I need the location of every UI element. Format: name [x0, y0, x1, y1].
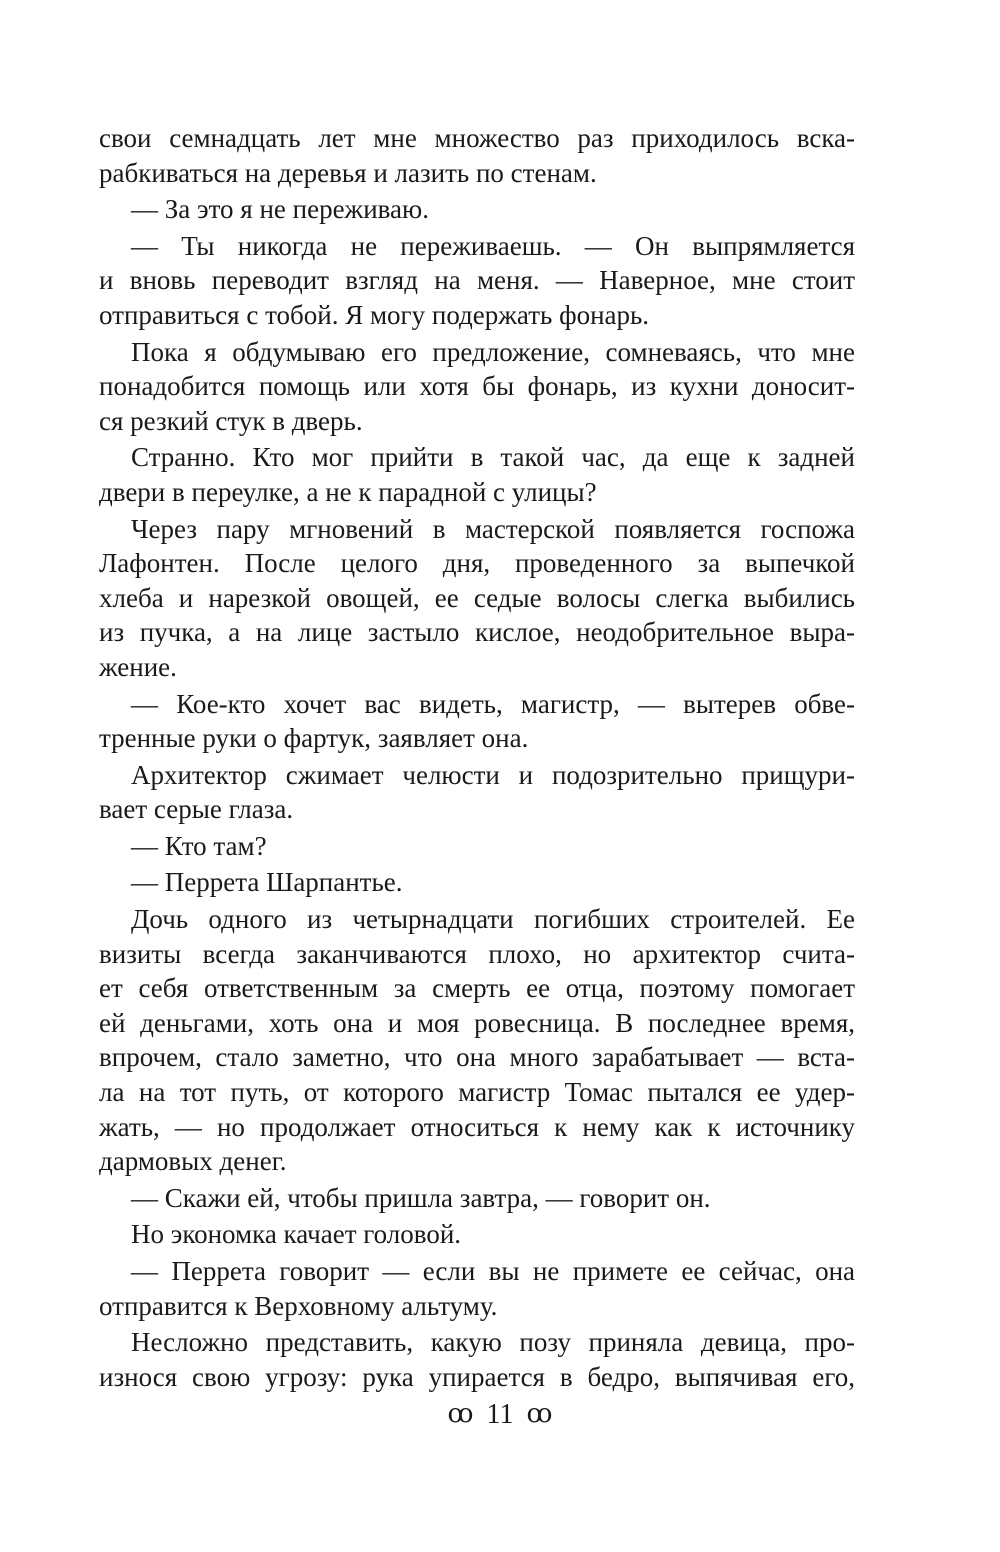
- text-line: двери в переулке, а не к парадной с улицы?: [99, 476, 597, 507]
- text-line: отправится к Верховному альтуму.: [99, 1290, 498, 1321]
- text-line: вает серые глаза.: [99, 794, 294, 825]
- text-line: — Перрета Шарпантье.: [131, 867, 403, 898]
- text-line: рабкиваться на деревья и лазить по стенам.: [99, 157, 597, 188]
- text-line: жать, — но продолжает относиться к нему как к источнику: [99, 1111, 855, 1142]
- text-line: Но экономка качает головой.: [131, 1219, 462, 1250]
- text-line: — За это я не переживаю.: [131, 194, 429, 225]
- text-line: — Перрета говорит — если вы не примете ее сейчас, она: [131, 1256, 855, 1286]
- text-line: хлеба и нарезкой овощей, ее седые волосы слегка выбились: [99, 582, 855, 613]
- text-line: ей деньгами, хоть она и моя ровесница. В последнее время,: [99, 1007, 855, 1038]
- text-line: жение.: [99, 651, 177, 682]
- text-line: — Кто там?: [131, 830, 267, 861]
- ornament-left-icon: ꝏ: [447, 1399, 474, 1428]
- text-line: тренные руки о фартук, заявляет она.: [99, 723, 529, 754]
- text-line: Дочь одного из четырнадцати погибших строителей. Ее: [131, 904, 855, 935]
- page-number: 11: [486, 1399, 514, 1430]
- text-line: из пучка, а на лице застыло кислое, неодобрительное выра-: [99, 617, 855, 648]
- text-line: дармовых денег.: [99, 1146, 287, 1177]
- page-number-folio: [0, 1394, 1000, 1435]
- text-line: визиты всегда заканчиваются плохо, но архитектор счита-: [99, 938, 855, 969]
- text-line: — Кое-кто хочет вас видеть, магистр, — вытерев обве-: [131, 688, 855, 719]
- text-line: Несложно представить, какую позу приняла девица, про-: [131, 1327, 855, 1358]
- text-line: и вновь переводит взгляд на меня. — Наверное, мне стоит: [99, 265, 855, 296]
- text-line: Архитектор сжимает челюсти и подозрительно прищури-: [131, 759, 855, 790]
- text-line: ся резкий стук в дверь.: [99, 405, 363, 436]
- text-line: — Ты никогда не переживаешь. — Он выпрямляется: [131, 230, 855, 261]
- text-line: отправиться с тобой. Я могу подержать фонарь.: [99, 299, 650, 330]
- ornament-right-icon: ꝏ: [526, 1399, 553, 1428]
- body-text: [99, 121, 855, 1394]
- text-line: ет себя ответственным за смерть ее отца, поэтому помогает: [99, 973, 855, 1004]
- text-line: — Скажи ей, чтобы пришла завтра, — говорит он.: [131, 1182, 711, 1213]
- text-line: ла на тот путь, от которого магистр Томас пытался ее удер-: [99, 1077, 855, 1108]
- text-line: износя свою угрозу: рука упирается в бедро, выпячивая его,: [99, 1361, 855, 1392]
- text-line: понадобится помощь или хотя бы фонарь, из кухни доносит-: [99, 371, 855, 402]
- text-line: Лафонтен. После целого дня, проведенного за выпечкой: [99, 548, 855, 579]
- text-line: свои семнадцать лет мне множество раз приходилось вска-: [99, 123, 855, 153]
- text-line: Пока я обдумываю его предложение, сомневаясь, что мне: [131, 336, 855, 367]
- text-line: Через пару мгновений в мастерской появляется госпожа: [131, 513, 855, 544]
- text-line: Странно. Кто мог прийти в такой час, да еще к задней: [131, 442, 855, 473]
- text-line: впрочем, стало заметно, что она много зарабатывает — вста-: [99, 1042, 855, 1073]
